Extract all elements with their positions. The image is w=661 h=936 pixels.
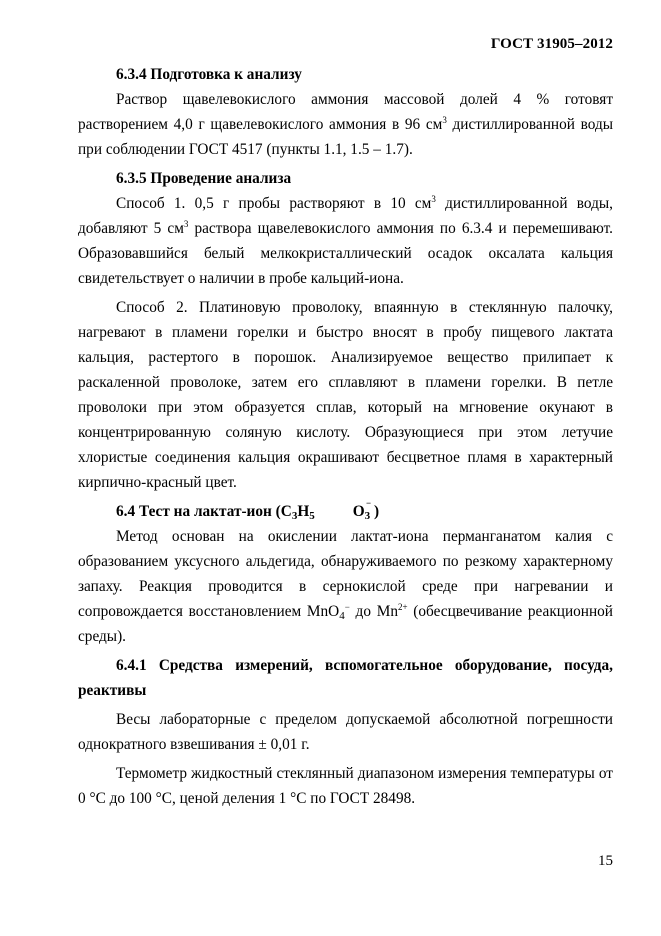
text: до Mn bbox=[349, 603, 398, 620]
text: Способ 1. 0,5 г пробы растворяют в 10 см bbox=[116, 195, 432, 212]
superscript: 3 bbox=[431, 194, 436, 204]
superscript: 3 bbox=[183, 219, 189, 229]
text: 6.4 Тест на лактат-ион (C bbox=[116, 503, 292, 520]
ion-formula: $O_3$ − bbox=[352, 498, 372, 522]
paragraph-thermometer: Термометр жидкостный стеклянный диапазоном измерения температуры от 0 °С до 100 °С, ценой деления 1 °С по ГОСТ 28498. bbox=[78, 765, 613, 807]
section-heading-6-3-4: 6.3.4 Подготовка к анализу bbox=[116, 66, 302, 83]
text: O bbox=[352, 503, 365, 520]
document-header: ГОСТ 31905–2012 bbox=[490, 36, 613, 52]
section-heading-6-4-1: 6.4.1 Средства измерений, вспомогательное оборудование, посуда, реактивы bbox=[78, 657, 613, 699]
paragraph-lactate-method bbox=[78, 524, 613, 649]
subscript: 4 bbox=[339, 610, 345, 622]
text: ) bbox=[370, 503, 380, 520]
text: Раствор щавелевокислого аммония массовой долей 4 % готовят растворением 4,0 г щавелевокислого аммония в 96 см bbox=[78, 91, 613, 133]
page-number: 15 bbox=[598, 853, 613, 869]
text: дистиллированной воды, добавляют 5 см bbox=[78, 195, 613, 237]
subscript: 3 bbox=[364, 510, 371, 522]
text: H bbox=[297, 503, 310, 520]
text: (обесцвечивание реакционной среды). bbox=[78, 603, 613, 645]
text: раствора щавелевокислого аммония по 6.3.4 и перемешивают. Образовавшийся белый мелкокристаллический осадок оксалата кальция свидетельствует о наличии в пробе кальций-иона. bbox=[78, 220, 613, 287]
superscript: 3 bbox=[442, 115, 447, 125]
superscript: 2+ bbox=[397, 602, 408, 612]
subscript: 3 bbox=[291, 510, 298, 522]
paragraph-scales: Весы лабораторные с пределом допускаемой абсолютной погрешности однократного взвешивания ± 0,01 г. bbox=[78, 711, 613, 753]
text: Метод основан на окислении лактат-иона перманганатом калия с образованием уксусного альдегида, обнаруживаемого по резкому характерному запаху. Реакция проводится в сернокислой среде при нагревании и сопровождается восстановлением MnO bbox=[78, 528, 613, 620]
paragraph-method-2: Способ 2. Платиновую проволоку, впаянную в стеклянную палочку, нагревают в пламени горелки и быстро вносят в пробу пищевого лактата кальция, растертого в порошок. Анализируемое вещество прилипает к раскаленной проволоке, затем его сплавляют в пламени горелки. В петле проволоки при этом образуется сплав, который на мгновение окунают в концентрированную соляную кислоту. Образующиеся при этом летучие хлористые соединения кальция окрашивают бесцветное пламя в характерный кирпично-красный цвет. bbox=[78, 299, 613, 491]
subscript: 5 bbox=[309, 510, 315, 522]
paragraph-method-1 bbox=[78, 191, 613, 291]
text: дистиллированной воды при соблюдении ГОСТ 4517 (пункты 1.1, 1.5 – 1.7). bbox=[78, 116, 613, 158]
document-body bbox=[78, 62, 613, 811]
section-heading-6-3-5: 6.3.5 Проведение анализа bbox=[116, 170, 292, 187]
superscript: − bbox=[344, 602, 350, 612]
section-heading-6-4 bbox=[78, 499, 613, 524]
paragraph-reagent-preparation bbox=[78, 87, 613, 162]
